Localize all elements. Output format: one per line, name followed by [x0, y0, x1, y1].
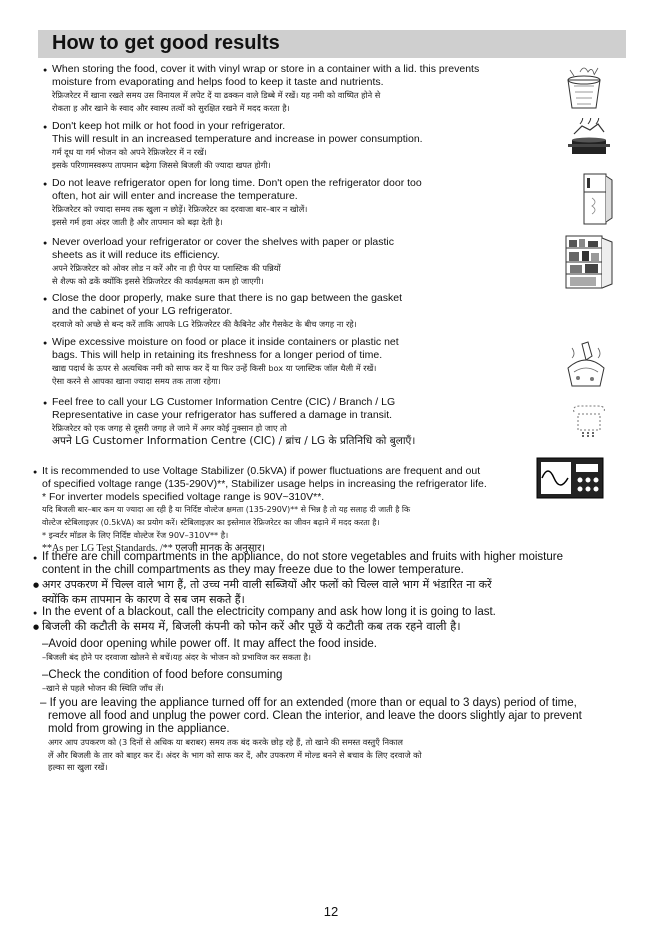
covered-food-container-icon: [560, 62, 608, 114]
tip-en-line: ● Do not leave refrigerator open for long time. Don't open the refrigerator door too: [52, 177, 422, 190]
chill-section: [42, 551, 563, 607]
check-hi-line: –खाने से पहले भोजन की स्थिति जाँच लें।: [42, 683, 164, 693]
tip-moisture: [52, 336, 399, 387]
leaving-en-line: – If you are leaving the appliance turned off for an extended (more than or equal to 3 days) period of time,: [40, 697, 577, 709]
leaving-en-line: mold from growing in the appliance.: [48, 723, 230, 735]
overloaded-refrigerator-icon: [562, 234, 616, 292]
tip-en-line: ● Don't keep hot milk or hot food in your refrigerator.: [52, 120, 423, 133]
tip-en-line: ● Feel free to call your LG Customer Information Centre (CIC) / Branch / LG: [52, 396, 415, 409]
tip-hi-line: इसके परिणामस्वरूप तापमान बढ़ेगा जिससे बिजली की ज्यादा खपत होगी।: [52, 159, 271, 170]
tip-hi-line: रेफ्रिजरेटर को एक जगह से दूसरी जगह ले जाने में अगर कोई नुक्सान हो जाए तो: [52, 423, 287, 433]
page-number: 12: [323, 904, 339, 919]
stabilizer-section: [42, 465, 487, 555]
open-refrigerator-icon: [578, 170, 614, 228]
test-standard-note: **As per LG Test Standards. /** एलजी मानक के अनुसार।: [42, 542, 265, 554]
tip-en-line: ● Never overload your refrigerator or cover the shelves with paper or plastic: [52, 236, 394, 249]
tip-overload: [52, 236, 394, 287]
tip-hi-line: अपने रेफ्रिजरेटर को ओवर लोड न करें और ना ही पेपर या प्लास्टिक की पन्नियों: [52, 263, 281, 273]
chill-en-line: ● If there are chill compartments in the appliance, do not store vegetables and fruits with higher moisture: [42, 551, 563, 564]
tip-hi-line: खाद्य पदार्थ के ऊपर से अत्यधिक नमी को साफ कर दें या फिर उन्हें किसी box या प्लास्टिक जॉल थैली में रखें।: [52, 363, 377, 373]
stabilizer-en-line: * For inverter models specified voltage range is 90V~310V**.: [42, 491, 325, 503]
tip-hi-big-line: अपने LG Customer Information Centre (CIC) / ब्रांच / LG के प्रतिनिधि को बुलाएँ।: [52, 434, 416, 447]
tip-close-door: [52, 292, 402, 331]
check-en-line: –Check the condition of food before consuming: [42, 669, 283, 681]
tip-hi-line: रेफ्रिजरेटर को ज्यादा समय तक खुला न छोड़ें। रेफ्रिजरेटर का दरवाजा बार–बार न खोलें।: [52, 204, 308, 214]
tip-door-open: [52, 177, 422, 228]
stabilizer-en-line: ● It is recommended to use Voltage Stabilizer (0.5kVA) if power fluctuations are frequent and out: [42, 465, 487, 478]
tip-en-line: sheets as it will reduce its efficiency.: [52, 249, 220, 261]
check-section: [42, 669, 282, 695]
tip-en-line: often, hot air will enter and increase the temperature.: [52, 190, 298, 202]
leaving-section: [40, 697, 582, 774]
voltage-stabilizer-icon: [536, 456, 606, 500]
tip-hi-line: गर्म दूध या गर्म भोजन को अपने रेफ्रिजरेटर में न रखें।: [52, 147, 207, 157]
tip-en-line: ● Close the door properly, make sure that there is no gap between the gasket: [52, 292, 402, 305]
chill-hi-line: ● अगर उपकरण में चिल्ल वाले भाग हैं, तो उच्च नमी वाली सब्जियों और फलों को चिल्ल वाले भाग में भंडारित ना करें: [42, 577, 563, 592]
phone-icon: [568, 402, 612, 438]
leaving-hi-line: हल्का सा खुला रखें।: [48, 762, 108, 772]
tip-en-line: bags. This will help in retaining its freshness for a longer period of time.: [52, 349, 383, 361]
chill-en-line: content in the chill compartments as they may freeze due to the lower temperature.: [42, 564, 464, 576]
tip-en-line: This will result in an increased temperature and increase in power consumption.: [52, 133, 423, 145]
door-opening-section: [42, 638, 377, 664]
tip-en-line: ● Wipe excessive moisture on food or place it inside containers or plastic net: [52, 336, 399, 349]
stabilizer-en-line: of specified voltage range (135-290V)**, Stabilizer usage helps in increasing the refrigerator life.: [42, 478, 487, 490]
leaving-en-line: remove all food and unplug the power cord. Clean the interior, and leave the doors slightly ajar to prevent: [48, 710, 582, 722]
tip-hot-food: [52, 120, 423, 171]
door-opening-hi-line: –बिजली बंद होने पर दरवाजा खोलने से बचें।यह अंदर के भोजन को प्रभाविज कर सकता है।: [42, 652, 311, 662]
tip-hi-line: इससे गर्म हवा अंदर जाती है और तापमान को बढ़ा देती है।: [52, 216, 223, 227]
blackout-hi-line: ● बिजली की कटौती के समय में, बिजली कंपनी को फोन करें और पूछें ये कटौती कब तक रहने वाली है।: [42, 619, 496, 634]
leaving-hi-line: अगर आप उपकरण को (3 दिनों से अधिक या बराबर) समय तक बंद करके छोड़ रहे हैं, तो खाने की समस्त वस्तुएँ निकाल: [48, 737, 403, 747]
stabilizer-hi-line: वोल्टेज स्टेबिलाइज़र (0.5kVA) का प्रयोग करें। स्टेबिलाइज़र का इस्तेमाल रेफ्रिजरेटर का जीवन बढ़ाने में मदद करता है।: [42, 517, 380, 527]
tip-hi-line: से शैल्फ को ढकें क्योंकि इससे रेफ्रिजरेटर की कार्यक्षमता कम हो जाएगी।: [52, 275, 264, 286]
chill-hi-line: क्योंकि कम तापमान के कारण वे सब जम सकते हैं।: [42, 593, 245, 606]
wiping-food-icon: [558, 338, 614, 392]
stabilizer-hi-line: यदि बिजली बार–बार कम या ज्यादा आ रही है या निर्दिष्ट वोल्टेज क्षमता (135-290V)** से भिन्न है तो यह सलाह दी जाती है कि: [42, 505, 411, 514]
blackout-en-line: ● In the event of a blackout, call the electricity company and ask how long it is going to last.: [42, 606, 496, 619]
tip-hi-line: दरवाजे को अच्छे से बन्द करें ताकि आपके LG रेफ्रिजरेटर की कैबिनेट और गैसकेट के बीच जगह ना रहे।: [52, 319, 357, 329]
hot-pot-icon: [566, 118, 612, 162]
tip-en-line: ● When storing the food, cover it with vinyl wrap or store in a container with a lid. this prevents: [52, 63, 479, 76]
blackout-section: [42, 606, 496, 634]
tip-en-line: moisture from evaporating and helps food to keep it taste and nutrients.: [52, 76, 384, 88]
leaving-hi-line: लें और बिजली के तार को बाहर कर दें। अंदर के भाग को साफ कर दें, और उपकरण में मोल्ड बनने से बचाव के लिए दरवाजे को: [48, 749, 422, 760]
stabilizer-hi-line: * इन्वर्टर मॉडल के लिए निर्दिष्ट वोल्टेज रेंज 90V–310V** है।: [42, 530, 229, 540]
page-title: How to get good results: [52, 32, 280, 54]
tip-hi-line: ऐसा करने से आपका खाना ज्यादा समय तक ताजा रहेगा।: [52, 375, 221, 386]
tip-hi-line: रोकता ह और खाने के स्वाद और स्वास्थ तत्वों को सुरक्षित रखने में मदद करता है।: [52, 102, 290, 113]
tip-en-line: and the cabinet of your LG refrigerator.: [52, 305, 233, 317]
tip-hi-line: रेफ्रिजरेटर में खाना रखते समय उस विनायल में लपेट दें या ढक्कन वाले डिब्बे में रखें। यह नमी को वाष्पित होने से: [52, 90, 381, 100]
door-opening-en-line: –Avoid door opening while power off. It may affect the food inside.: [42, 638, 377, 650]
title-banner: [38, 30, 626, 58]
tip-en-line: Representative in case your refrigerator has suffered a damage in transit.: [52, 409, 393, 421]
tip-customer-centre: [52, 396, 415, 448]
tip-cover-food: [52, 63, 479, 114]
